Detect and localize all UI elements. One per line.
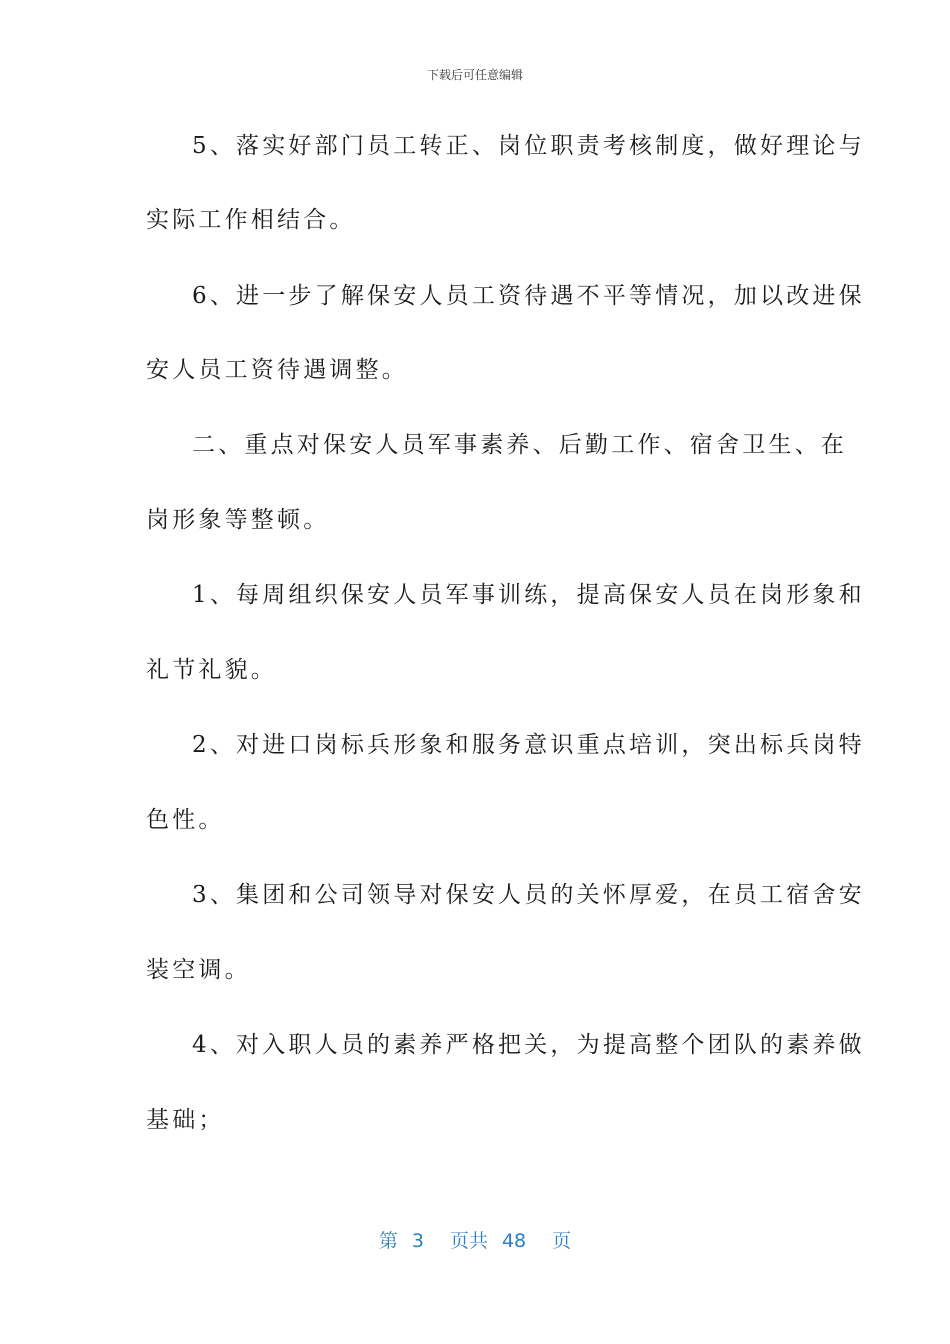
paragraph-line: 5、落实好部门员工转正、岗位职责考核制度，做好理论与 [192,133,865,159]
footer-prefix: 第 [378,1230,398,1252]
footer-middle: 页共 [449,1230,488,1252]
paragraph-line: 1、每周组织保安人员军事训练，提高保安人员在岗形象和 [192,582,865,608]
section-heading-line: 二、重点对保安人员军事素养、后勤工作、宿舍卫生、在 [192,432,847,458]
footer-suffix: 页 [552,1230,572,1252]
page-header: 下载后可任意编辑 [426,68,523,82]
section-heading-line: 岗形象等整顿。 [146,507,330,533]
paragraph-line: 6、进一步了解保安人员工资待遇不平等情况，加以改进保 [192,283,865,309]
paragraph-line: 色性。 [146,807,225,833]
paragraph-line: 安人员工资待遇调整。 [146,357,408,383]
paragraph-line: 2、对进口岗标兵形象和服务意识重点培训，突出标兵岗特 [192,732,865,758]
paragraph-line: 实际工作相结合。 [146,207,356,233]
paragraph-line: 装空调。 [146,957,251,983]
paragraph-line: 4、对入职人员的素养严格把关，为提高整个团队的素养做 [192,1032,865,1058]
paragraph-line: 礼节礼貌。 [146,657,277,683]
footer-page-number: 3 [411,1230,424,1252]
page-footer [0,1226,950,1253]
paragraph-line: 基础； [146,1107,225,1133]
paragraph-line: 3、集团和公司领导对保安人员的关怀厚爱，在员工宿舍安 [192,882,865,908]
footer-total-pages: 48 [501,1230,527,1252]
